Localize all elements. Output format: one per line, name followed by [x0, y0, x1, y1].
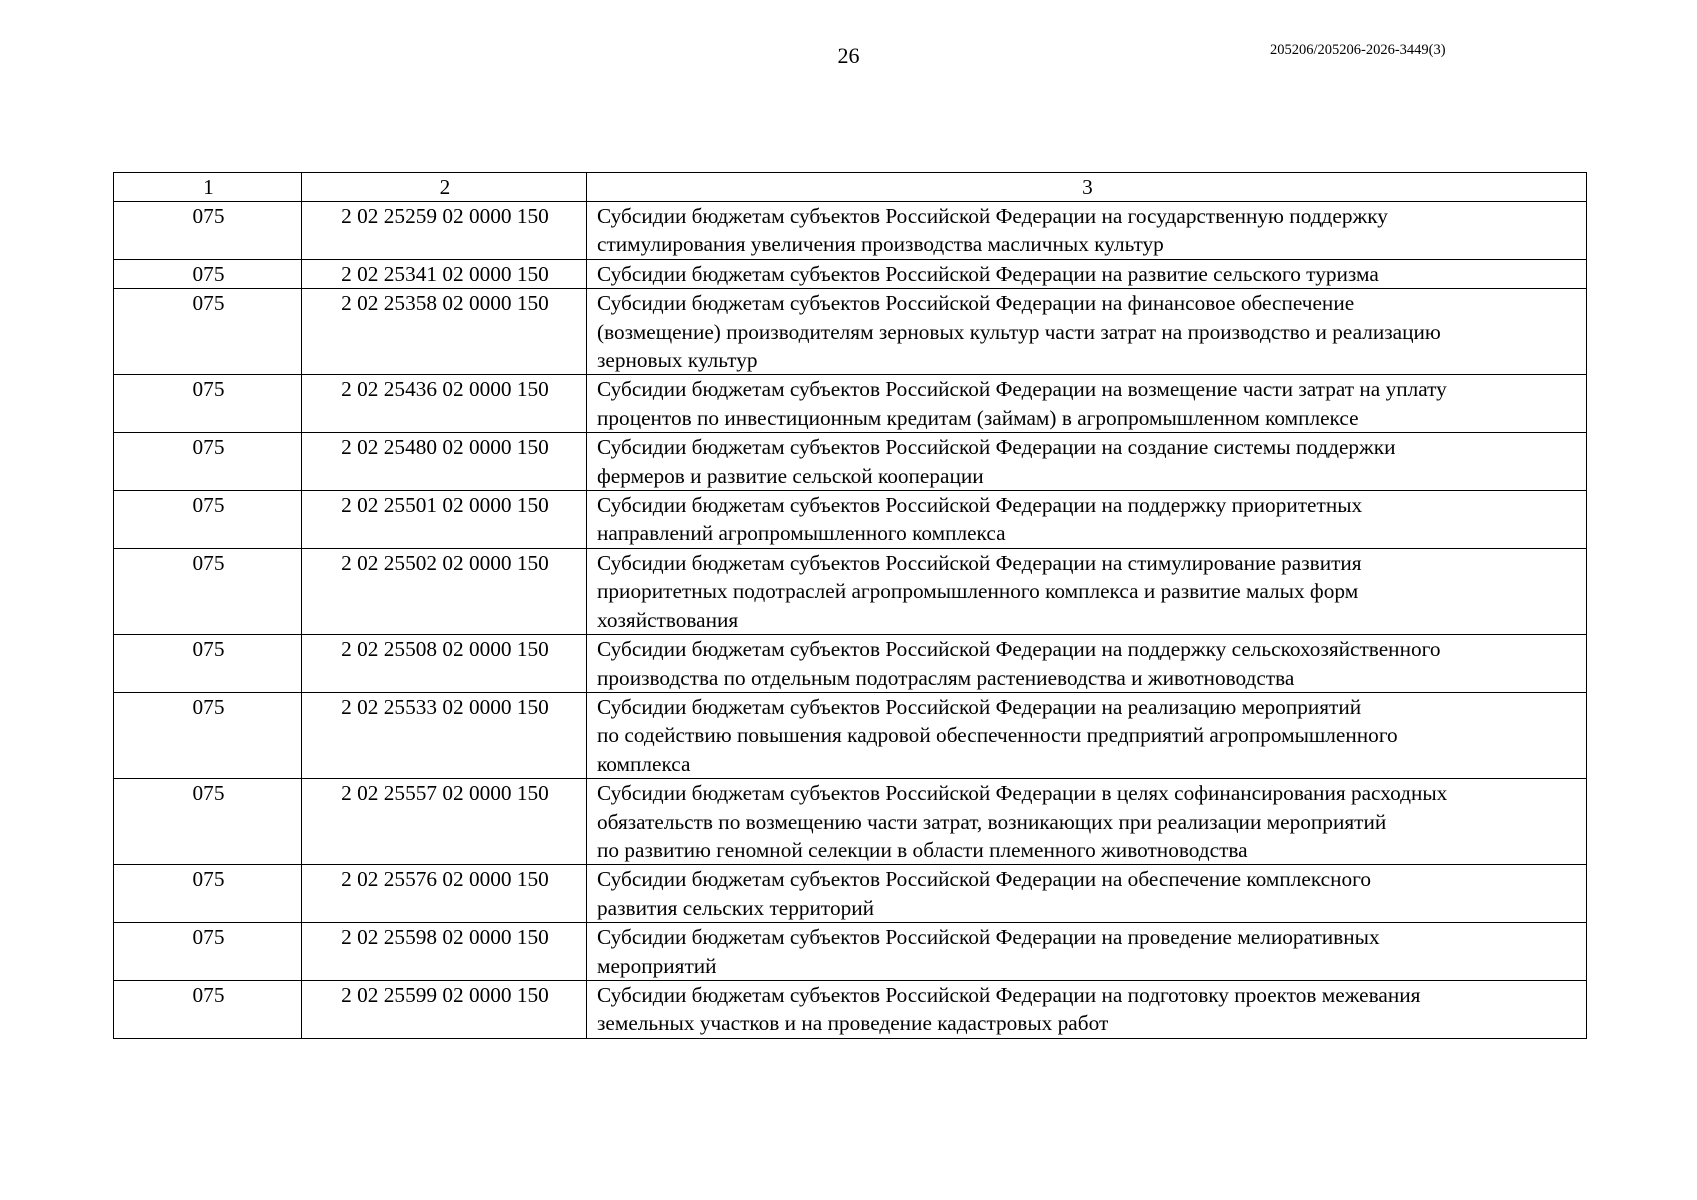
- column-header-2: 2: [302, 173, 587, 202]
- description-cell: [587, 923, 1587, 981]
- table-row: [114, 923, 1587, 981]
- description-line: Субсидии бюджетам субъектов Российской Федерации на поддержку сельскохозяйственного: [597, 637, 1441, 662]
- description-line: обязательств по возмещению части затрат, возникающих при реализации мероприятий: [597, 809, 1387, 834]
- table-row: [114, 259, 1587, 288]
- description-cell: [587, 433, 1587, 491]
- description-cell: [587, 692, 1587, 778]
- admin-code-cell: 075: [114, 491, 302, 549]
- description-line: стимулирования увеличения производства масличных культур: [597, 232, 1164, 257]
- page-number: 26: [837, 43, 860, 68]
- description-line: земельных участков и на проведение кадастровых работ: [597, 1011, 1109, 1036]
- document-id: 205206/205206-2026-3449(3): [1270, 42, 1446, 58]
- description-line: Субсидии бюджетам субъектов Российской Федерации на проведение мелиоративных: [597, 925, 1380, 950]
- table-header-row: [114, 173, 1587, 202]
- description-cell: [587, 289, 1587, 375]
- admin-code-cell: 075: [114, 923, 302, 981]
- admin-code-cell: 075: [114, 289, 302, 375]
- description-line: Субсидии бюджетам субъектов Российской Федерации на государственную поддержку: [597, 204, 1388, 228]
- description-line: производства по отдельным подотраслям растениеводства и животноводства: [597, 665, 1295, 690]
- description-line: комплекса: [597, 751, 691, 776]
- description-cell: [587, 375, 1587, 433]
- revenue-code-cell: 2 02 25599 02 0000 150: [302, 980, 587, 1038]
- description-line: по развитию геномной селекции в области племенного животноводства: [597, 837, 1248, 862]
- description-cell: [587, 202, 1587, 260]
- table-body: [114, 202, 1587, 1039]
- description-cell: [587, 865, 1587, 923]
- revenue-codes-table: [113, 172, 1587, 1039]
- description-line: Субсидии бюджетам субъектов Российской Федерации на реализацию мероприятий: [597, 694, 1362, 719]
- revenue-code-cell: 2 02 25341 02 0000 150: [302, 259, 587, 288]
- description-line: Субсидии бюджетам субъектов Российской Федерации на создание системы поддержки: [597, 435, 1396, 460]
- table-row: [114, 548, 1587, 634]
- admin-code-cell: 075: [114, 259, 302, 288]
- table-row: [114, 375, 1587, 433]
- description-line: приоритетных подотраслей агропромышленного комплекса и развитие малых форм: [597, 579, 1359, 604]
- description-line: Субсидии бюджетам субъектов Российской Федерации на стимулирование развития: [597, 550, 1362, 575]
- table-row: [114, 779, 1587, 865]
- revenue-code-cell: 2 02 25557 02 0000 150: [302, 779, 587, 865]
- description-line: хозяйствования: [597, 607, 739, 632]
- table-row: [114, 491, 1587, 549]
- description-line: по содействию повышения кадровой обеспеченности предприятий агропромышленного: [597, 723, 1398, 748]
- table-row: [114, 433, 1587, 491]
- admin-code-cell: 075: [114, 692, 302, 778]
- description-line: процентов по инвестиционным кредитам (займам) в агропромышленном комплексе: [597, 405, 1359, 430]
- admin-code-cell: 075: [114, 865, 302, 923]
- description-line: Субсидии бюджетам субъектов Российской Федерации на развитие сельского туризма: [597, 261, 1379, 286]
- admin-code-cell: 075: [114, 779, 302, 865]
- description-cell: [587, 779, 1587, 865]
- revenue-code-cell: 2 02 25358 02 0000 150: [302, 289, 587, 375]
- revenue-code-cell: 2 02 25436 02 0000 150: [302, 375, 587, 433]
- description-line: Субсидии бюджетам субъектов Российской Федерации на возмещение части затрат на уплату: [597, 377, 1447, 402]
- description-cell: [587, 259, 1587, 288]
- description-line: Субсидии бюджетам субъектов Российской Федерации на подготовку проектов межевания: [597, 982, 1421, 1007]
- description-line: направлений агропромышленного комплекса: [597, 521, 1006, 546]
- description-line: Субсидии бюджетам субъектов Российской Федерации на обеспечение комплексного: [597, 867, 1371, 892]
- revenue-code-cell: 2 02 25576 02 0000 150: [302, 865, 587, 923]
- description-cell: [587, 491, 1587, 549]
- description-cell: [587, 548, 1587, 634]
- column-header-3: 3: [587, 173, 1587, 202]
- revenue-code-cell: 2 02 25501 02 0000 150: [302, 491, 587, 549]
- description-line: Субсидии бюджетам субъектов Российской Федерации на финансовое обеспечение: [597, 291, 1355, 316]
- revenue-code-cell: 2 02 25533 02 0000 150: [302, 692, 587, 778]
- admin-code-cell: 075: [114, 548, 302, 634]
- revenue-code-cell: 2 02 25598 02 0000 150: [302, 923, 587, 981]
- admin-code-cell: 075: [114, 433, 302, 491]
- table-row: [114, 692, 1587, 778]
- admin-code-cell: 075: [114, 980, 302, 1038]
- table-row: [114, 635, 1587, 693]
- description-cell: [587, 635, 1587, 693]
- description-line: Субсидии бюджетам субъектов Российской Федерации на поддержку приоритетных: [597, 493, 1363, 518]
- table-row: [114, 289, 1587, 375]
- description-cell: [587, 980, 1587, 1038]
- revenue-code-cell: 2 02 25480 02 0000 150: [302, 433, 587, 491]
- admin-code-cell: 075: [114, 635, 302, 693]
- description-line: мероприятий: [597, 953, 717, 978]
- revenue-code-cell: 2 02 25502 02 0000 150: [302, 548, 587, 634]
- description-line: зерновых культур: [597, 348, 758, 373]
- admin-code-cell: 075: [114, 375, 302, 433]
- table-row: [114, 980, 1587, 1038]
- column-header-1: 1: [114, 173, 302, 202]
- description-line: Субсидии бюджетам субъектов Российской Федерации в целях софинансирования расходных: [597, 781, 1448, 806]
- table-row: [114, 865, 1587, 923]
- admin-code-cell: 075: [114, 202, 302, 260]
- table-row: [114, 202, 1587, 260]
- revenue-code-cell: 2 02 25259 02 0000 150: [302, 202, 587, 260]
- description-line: фермеров и развитие сельской кооперации: [597, 463, 984, 488]
- revenue-code-cell: 2 02 25508 02 0000 150: [302, 635, 587, 693]
- description-line: (возмещение) производителям зерновых культур части затрат на производство и реализацию: [597, 319, 1441, 344]
- description-line: развития сельских территорий: [597, 895, 875, 920]
